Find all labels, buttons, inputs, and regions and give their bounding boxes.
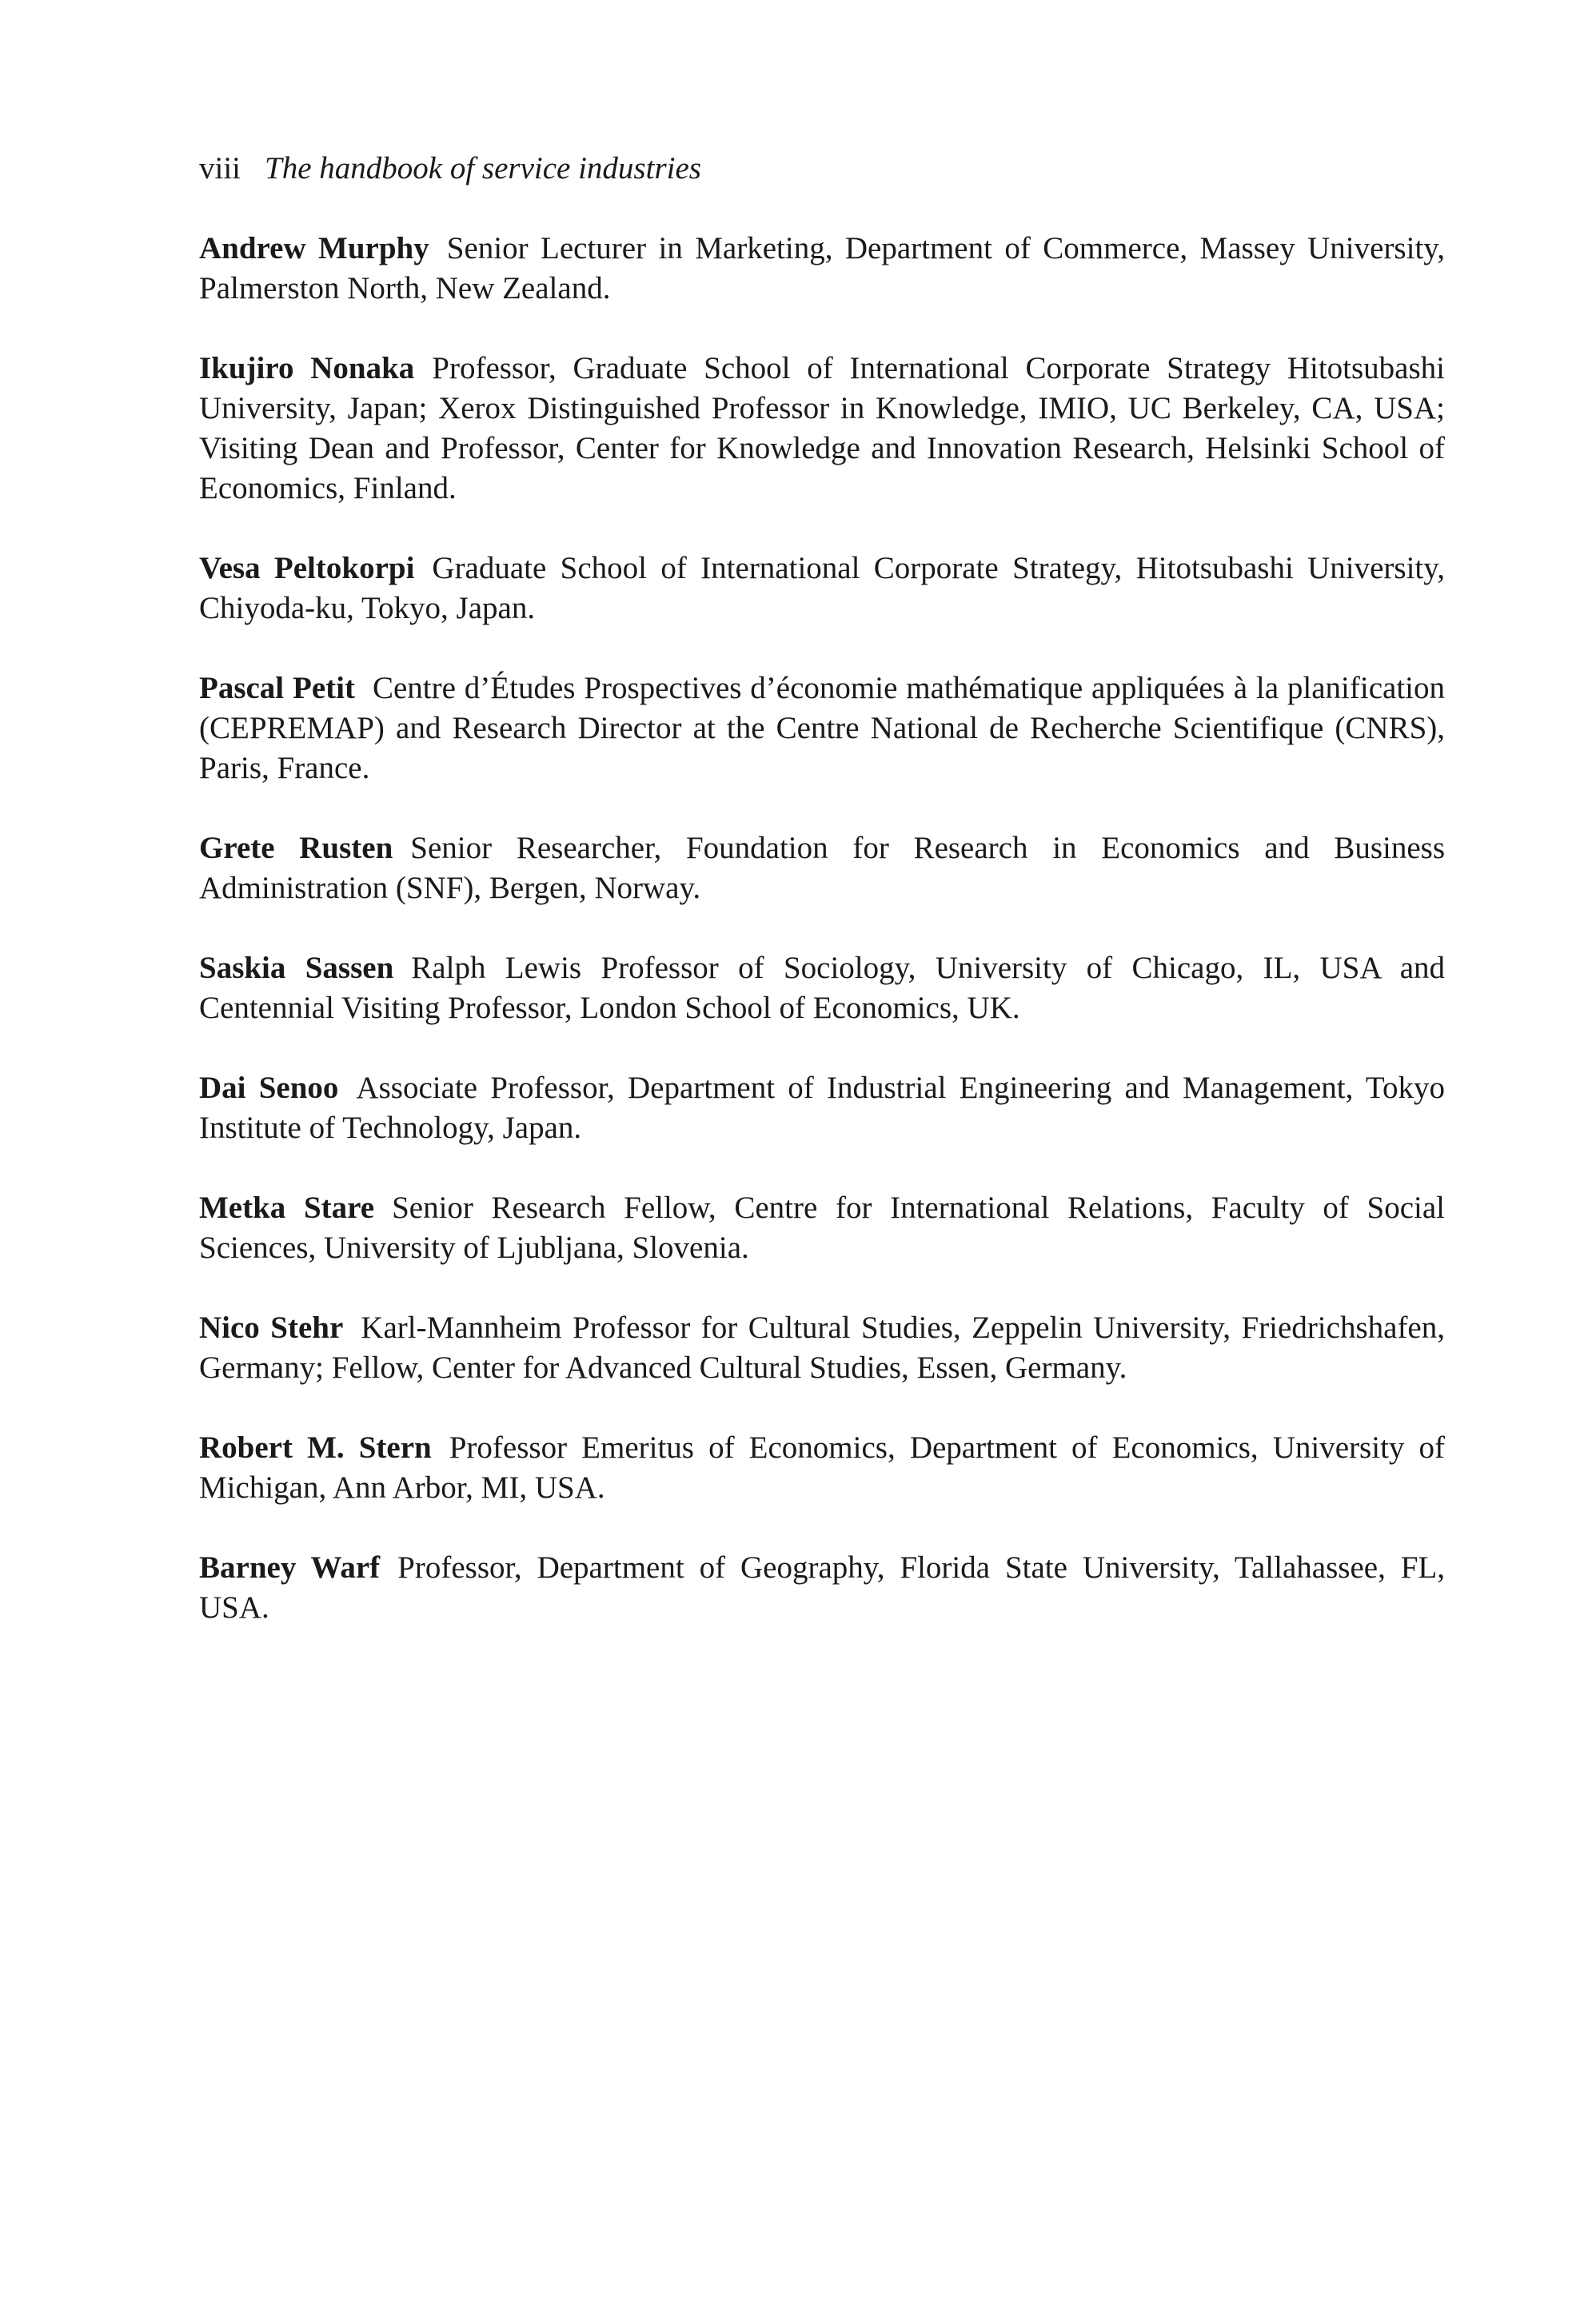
contributor-affiliation: Senior Research Fellow, Centre for International Relations, Faculty of Social Sciences, University of Ljubljana, Slovenia. [199,1191,1445,1265]
contributor-entry [199,549,1445,628]
contributor-list [199,229,1445,1628]
contributor-name: Metka Stare [199,1191,375,1225]
contributor-name: Andrew Murphy [199,231,429,265]
contributor-affiliation: Centre d’Études Prospectives d’économie mathématique appliquées à la planification (CEPREMAP) and Research Director at the Centre National de Recherche Scientifique (CNRS), Paris, France. [199,671,1445,785]
contributor-entry [199,1548,1445,1628]
contributor-affiliation: Professor, Graduate School of International Corporate Strategy Hitotsubashi University, Japan; Xerox Distinguished Professor in Knowledge, IMIO, UC Berkeley, CA, USA; Visiting Dean and Professor, Center for Knowledge and Innovation Research, Helsinki School of Economics, Finland. [199,351,1446,505]
contributor-affiliation: Karl-Mannheim Professor for Cultural Studies, Zeppelin University, Friedrichshafen, Germany; Fellow, Center for Advanced Cultural Studies, Essen, Germany. [199,1311,1445,1385]
contributor-entry [199,1308,1445,1388]
book-title: The handbook of service industries [265,151,701,186]
contributor-affiliation: Ralph Lewis Professor of Sociology, University of Chicago, IL, USA and Centennial Visiting Professor, London School of Economics, UK. [199,951,1446,1025]
contributor-name: Vesa Peltokorpi [199,551,415,585]
contributor-affiliation: Graduate School of International Corporate Strategy, Hitotsubashi University, Chiyoda-ku, Tokyo, Japan. [199,551,1445,625]
contributor-name: Pascal Petit [199,671,355,705]
contributor-name: Ikujiro Nonaka [199,351,415,385]
contributor-name: Dai Senoo [199,1071,339,1105]
contributor-entry [199,1188,1445,1268]
page-number: viii [199,151,241,186]
contributor-entry [199,948,1445,1028]
contributor-name: Saskia Sassen [199,951,394,985]
contributor-entry [199,229,1445,309]
document-page [199,149,1445,1668]
contributor-affiliation: Senior Researcher, Foundation for Research in Economics and Business Administration (SNF), Bergen, Norway. [199,831,1445,905]
contributor-name: Robert M. Stern [199,1430,432,1465]
running-head [199,149,1445,189]
contributor-entry [199,668,1445,788]
contributor-entry [199,349,1445,509]
contributor-affiliation: Associate Professor, Department of Industrial Engineering and Management, Tokyo Institute of Technology, Japan. [199,1071,1445,1145]
contributor-name: Grete Rusten [199,831,393,865]
contributor-entry [199,1068,1445,1148]
contributor-name: Nico Stehr [199,1311,344,1345]
contributor-affiliation: Senior Lecturer in Marketing, Department of Commerce, Massey University, Palmerston North, New Zealand. [199,231,1445,305]
contributor-affiliation: Professor, Department of Geography, Florida State University, Tallahassee, FL, USA. [199,1550,1445,1625]
contributor-affiliation: Professor Emeritus of Economics, Department of Economics, University of Michigan, Ann Arbor, MI, USA. [199,1430,1445,1505]
contributor-entry [199,1428,1445,1508]
contributor-entry [199,828,1445,908]
contributor-name: Barney Warf [199,1550,381,1585]
